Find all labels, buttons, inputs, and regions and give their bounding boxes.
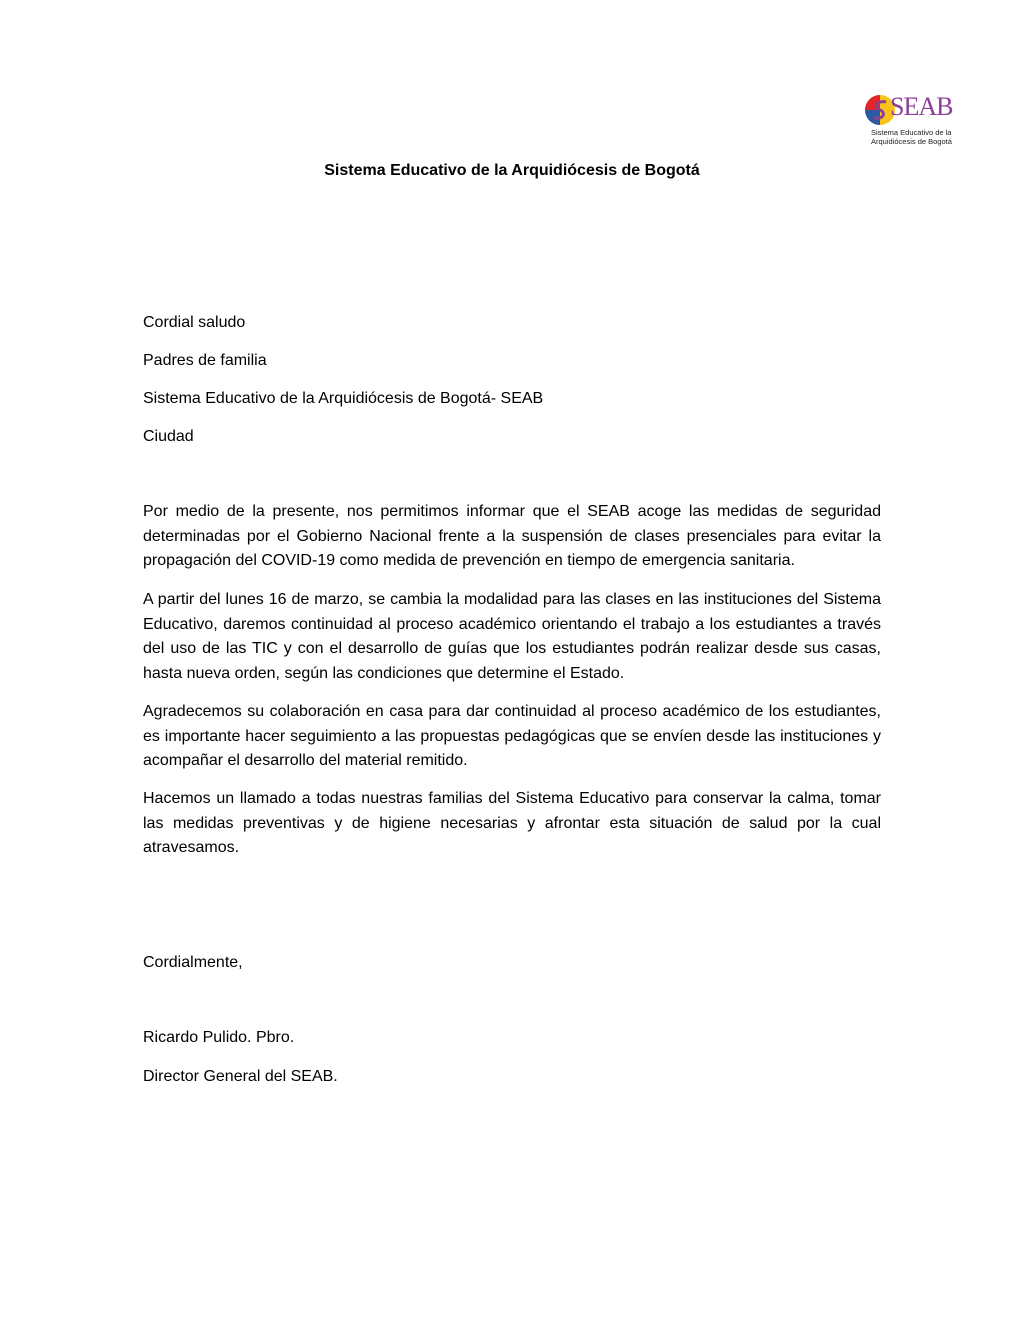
signer-title: Director General del SEAB. (143, 1068, 338, 1085)
recipient-organization: Sistema Educativo de la Arquidiócesis de Bogotá- SEAB (143, 390, 544, 407)
seab-logo (860, 92, 960, 152)
body-paragraph-1: Por medio de la presente, nos permitimos informar que el SEAB acoge las medidas de seguridad determinadas por el Gobierno Nacional frente a la suspensión de clases presenciales para evitar la propagación del COVID-19 como medida de prevención en tiempo de emergencia sanitaria. (143, 503, 881, 569)
logo-subtitle-line-2: Arquidiócesis de Bogotá (871, 137, 952, 146)
body-paragraph-4: Hacemos un llamado a todas nuestras familias del Sistema Educativo para conservar la calma, tomar las medidas preventivas y de higiene necesarias y afrontar esta situación de salud por la cual atravesamos. (143, 790, 881, 856)
logo-wordmark: SEAB (890, 92, 953, 121)
valediction: Cordialmente, (143, 954, 243, 971)
logo-subtitle-line-1: Sistema Educativo de la (871, 128, 952, 137)
signer-name: Ricardo Pulido. Pbro. (143, 1029, 295, 1046)
recipient-city: Ciudad (143, 428, 194, 445)
recipient: Padres de familia (143, 352, 267, 369)
letterhead-title: Sistema Educativo de la Arquidiócesis de Bogotá (324, 162, 700, 179)
body-paragraph-2: A partir del lunes 16 de marzo, se cambia la modalidad para las clases en las instituciones del Sistema Educativo, daremos continuidad al proceso académico orientando el trabajo a los estudiantes a través del uso de las TIC y con el desarrollo de guías que los estudiantes podrán realizar desde sus casas, hasta nueva orden, según las condiciones que determine el Estado. (143, 591, 881, 682)
logo-subtitle (871, 128, 952, 146)
body-paragraph-3: Agradecemos su colaboración en casa para dar continuidad al proceso académico de los estudiantes, es importante hacer seguimiento a las propuestas pedagógicas que se envíen desde las instituciones y acompañar el desarrollo del material remitido. (143, 703, 881, 769)
greeting: Cordial saludo (143, 314, 246, 331)
